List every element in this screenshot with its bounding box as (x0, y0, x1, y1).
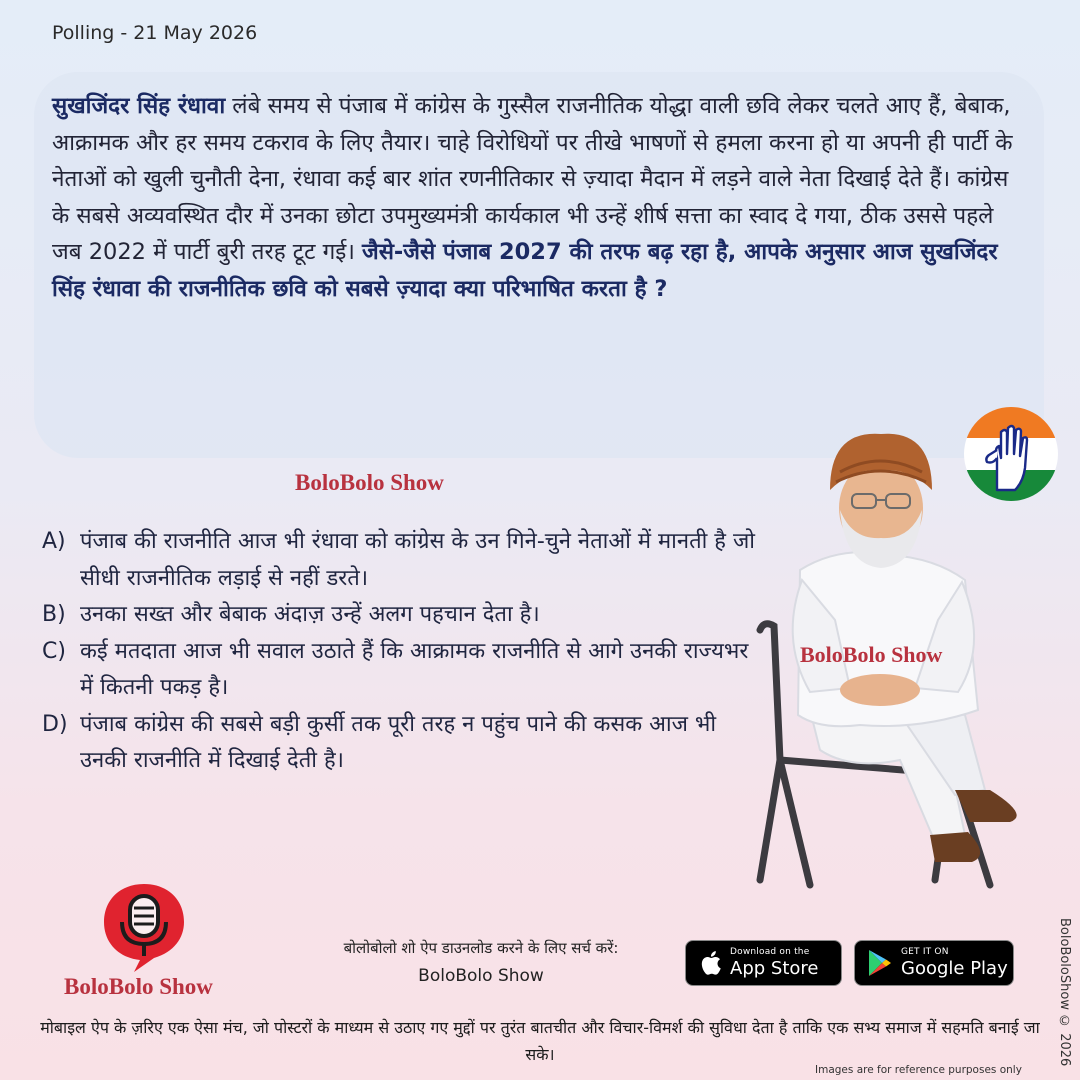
app-store-button[interactable] (685, 940, 842, 986)
footer-tagline: मोबाइल ऐप के ज़रिए एक ऐसा मंच, जो पोस्टरों के माध्यम से उठाए गए मुद्दों पर तुरंत बातचीत और विचार-विमर्श की सुविधा देता है ताकि एक सभ्य समाज में सहमति बनाई जा सके। (40, 1018, 1040, 1064)
apple-icon (698, 949, 722, 977)
store-big-label: App Store (730, 958, 819, 979)
politician-illustration (740, 430, 1040, 920)
question-subject: सुखजिंदर सिंह रंधावा (52, 93, 226, 119)
answer-options (42, 524, 762, 780)
poll-date: Polling - 21 May 2026 (52, 22, 258, 44)
question-text (52, 88, 1022, 308)
option-letter: A) (42, 529, 66, 554)
microphone-icon (94, 878, 194, 974)
store-big-label: Google Play (901, 958, 1008, 979)
watermark-text: BoloBolo Show (800, 642, 943, 667)
brand-name: BoloBolo Show (64, 974, 213, 999)
option-letter: C) (42, 638, 66, 664)
option-a[interactable] (42, 524, 762, 597)
brand-logo (52, 878, 232, 1006)
download-instructions (288, 934, 674, 990)
copyright-text: BoloBoloShow © 2026 (1057, 918, 1072, 1067)
question-body: लंबे समय से पंजाब में कांग्रेस के गुस्सैल राजनीतिक योद्धा वाली छवि लेकर चलते आए हैं, बेबाक, आक्रामक और हर समय टकराव के लिए तैयार। चाहे विरोधियों पर तीखे भाषणों से हमला करना हो या अपनी ही पार्टी के नेताओं को खुली चुनौती देना, रंधावा कई बार शांत रणनीतिकार से ज़्यादा मैदान में लड़ने वाले नेता दिखाई देते हैं। कांग्रेस के सबसे अव्यवस्थित दौर में उनका छोटा उपमुख्यमंत्री कार्यकाल भी उन्हें शीर्ष सत्ता का स्वाद दे गया, ठीक उससे पहले जब 2022 में पार्टी बुरी तरह टूट गई। (52, 93, 1013, 266)
option-c[interactable] (42, 634, 762, 707)
option-letter: D) (42, 711, 68, 737)
option-text: पंजाब कांग्रेस की सबसे बड़ी कुर्सी तक पूरी तरह न पहुंच पाने की कसक आज भी उनकी राजनीति में दिखाई देती है। (80, 711, 717, 773)
google-play-button[interactable] (854, 940, 1014, 986)
option-d[interactable] (42, 707, 762, 780)
store-small-label: Download on the (730, 947, 810, 957)
option-text: कई मतदाता आज भी सवाल उठाते हैं कि आक्रामक राजनीति से आगे उनकी राज्यभर में कितनी पकड़ है। (80, 638, 749, 700)
option-b[interactable] (42, 597, 762, 634)
option-text: पंजाब की राजनीति आज भी रंधावा को कांग्रेस के उन गिने-चुने नेताओं में मानती है जो सीधी राजनीतिक लड़ाई से नहीं डरते। (80, 529, 756, 591)
play-triangle-icon (867, 949, 893, 977)
option-text: उनका सख्त और बेबाक अंदाज़ उन्हें अलग पहचान देता है। (80, 602, 540, 627)
option-letter: B) (42, 602, 66, 627)
search-term: BoloBolo Show (418, 966, 544, 986)
store-small-label: GET IT ON (901, 947, 949, 957)
watermark-text: BoloBolo Show (295, 470, 444, 495)
disclaimer-text: Images are for reference purposes only (815, 1064, 1022, 1076)
question-prompt: जैसे-जैसे पंजाब 2027 की तरफ बढ़ रहा है, आपके अनुसार आज सुखजिंदर सिंह रंधावा की राजनीतिक छवि को सबसे ज़्यादा क्या परिभाषित करता है ? (52, 239, 998, 302)
download-prompt: बोलोबोलो शो ऐप डाउनलोड करने के लिए सर्च करें: (343, 939, 619, 957)
